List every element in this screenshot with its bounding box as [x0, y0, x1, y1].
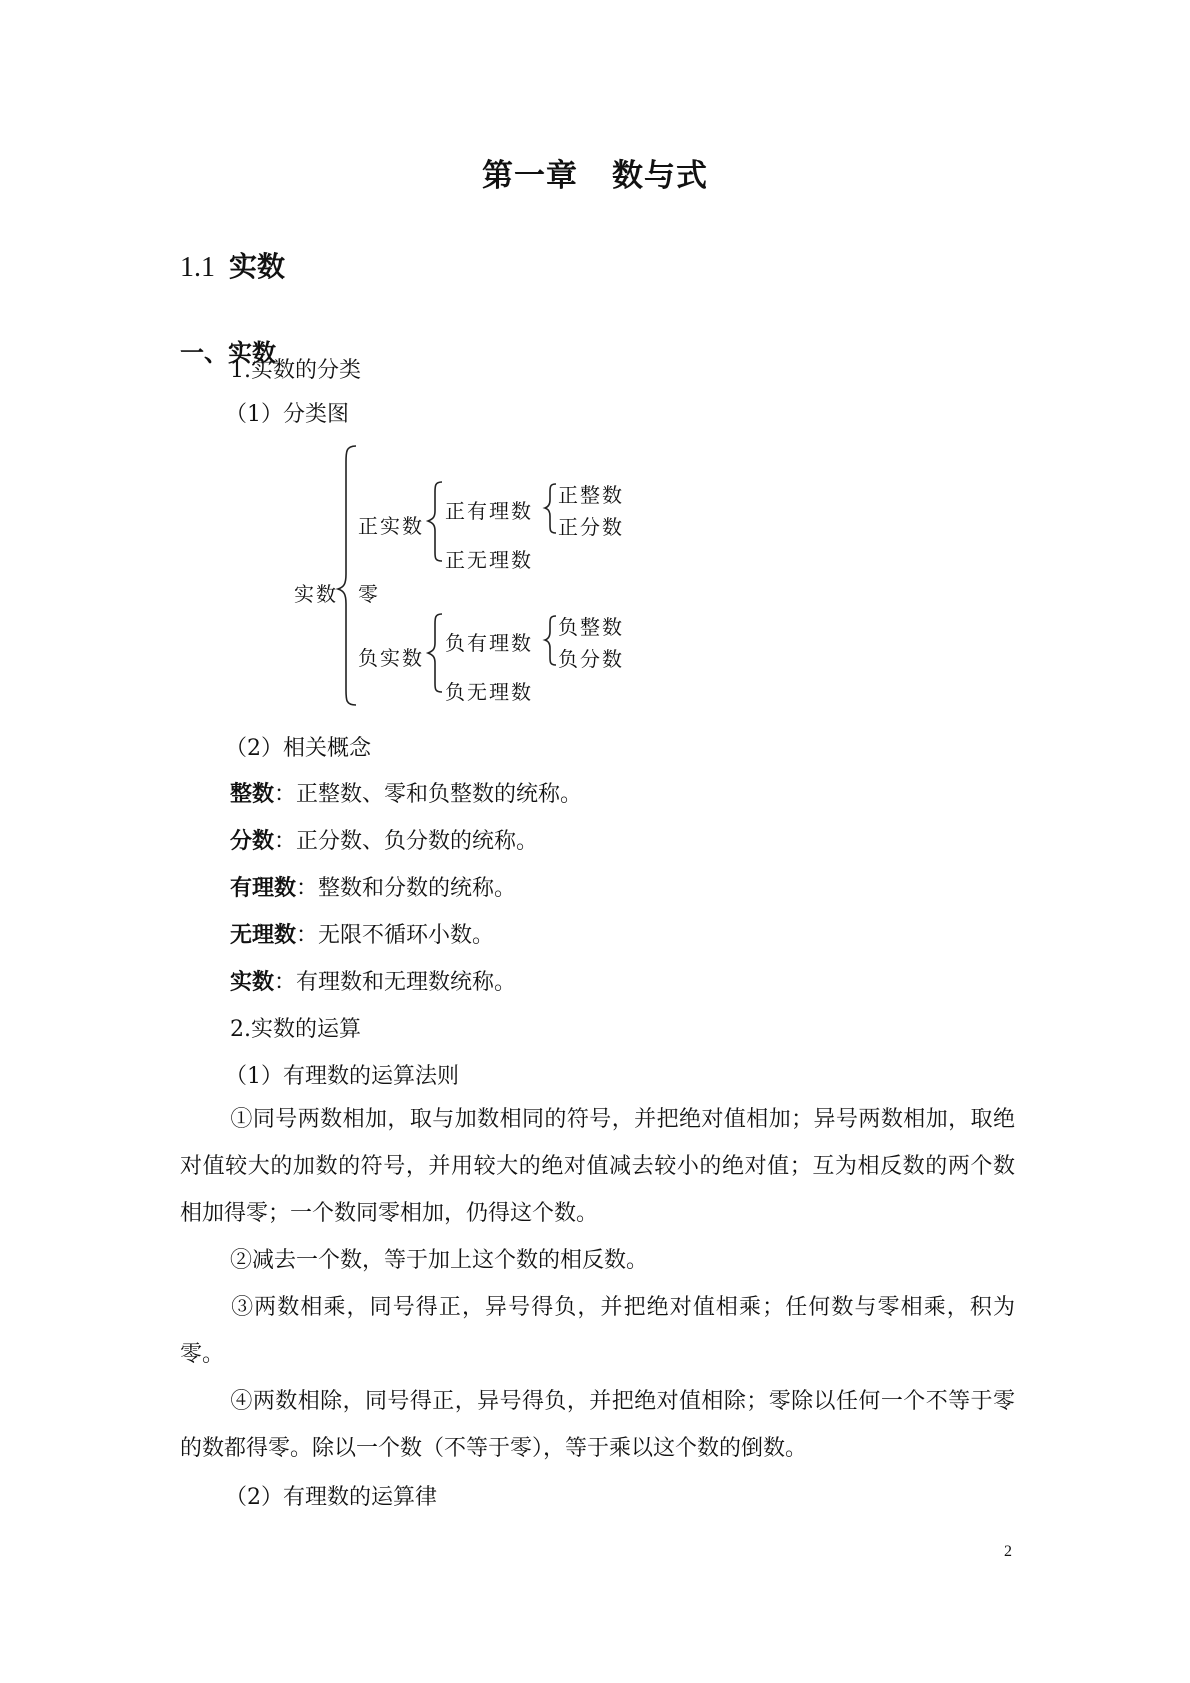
concept-rational: [230, 871, 516, 902]
concept-term: 实数: [230, 969, 275, 995]
concept-definition: ：有理数和无理数统称。: [274, 970, 517, 995]
concept-term: 整数: [230, 781, 275, 807]
diagram-negative-rational: 负有理数: [445, 631, 533, 655]
diagram-negative-irrational: 负无理数: [445, 680, 533, 704]
diagram-positive-fraction: 正分数: [558, 515, 624, 539]
concept-definition: ：正整数、零和负整数的统称。: [274, 782, 583, 807]
rule-addition: [180, 1096, 1015, 1237]
diagram-zero: 零: [358, 582, 380, 606]
concept-term: 有理数: [230, 875, 297, 901]
rule-division: [180, 1378, 1015, 1472]
concept-real: [230, 965, 516, 996]
diagram-positive-rational: 正有理数: [445, 499, 533, 523]
concept-definition: ：整数和分数的统称。: [296, 876, 517, 901]
rule-subtraction: [180, 1237, 1015, 1284]
concept-definition: ：无限不循环小数。: [296, 923, 495, 948]
diagram-positive-irrational: 正无理数: [445, 548, 533, 572]
item-classification-diagram: （1）分类图: [225, 402, 349, 427]
diagram-positive-real: 正实数: [358, 514, 424, 538]
rule-text: ①同号两数相加，取与加数相同的符号，并把绝对值相加；异号两数相加，取绝对值较大的加数的符号，并用较大的绝对值减去较小的绝对值；互为相反数的两个数相加得零；一个数同零相加，仍得这个数。: [180, 1107, 1015, 1226]
rule-text: ③两数相乘，同号得正，异号得负，并把绝对值相乘；任何数与零相乘，积为零。: [180, 1295, 1015, 1367]
item-related-concepts: （2）相关概念: [225, 736, 371, 761]
item-operation-laws: （2）有理数的运算律: [225, 1485, 437, 1510]
chapter-number: 第一章: [482, 158, 578, 194]
section-number: 1.1: [180, 252, 215, 283]
concept-integer: [230, 777, 582, 808]
page-number: 2: [1004, 1543, 1012, 1560]
item-operations: 2.实数的运算: [230, 1017, 361, 1042]
part-heading: 一、实数: [180, 338, 276, 367]
item-classification: 1.实数的分类: [230, 358, 361, 383]
section-title: 实数: [229, 250, 286, 283]
diagram-real-number: 实数: [294, 582, 338, 606]
rule-text: ②减去一个数，等于加上这个数的相反数。: [230, 1248, 649, 1273]
concept-fraction: [230, 824, 538, 855]
concept-term: 分数: [230, 828, 275, 854]
item-operation-rules: （1）有理数的运算法则: [225, 1064, 459, 1089]
diagram-negative-fraction: 负分数: [558, 647, 624, 671]
diagram-negative-real: 负实数: [358, 646, 424, 670]
chapter-name: 数与式: [612, 158, 708, 194]
concept-definition: ：正分数、负分数的统称。: [274, 829, 539, 854]
diagram-positive-integer: 正整数: [558, 483, 624, 507]
diagram-negative-integer: 负整数: [558, 615, 624, 639]
concept-irrational: [230, 918, 494, 949]
rule-multiplication: [180, 1284, 1015, 1378]
concept-term: 无理数: [230, 922, 297, 948]
rule-text: ④两数相除，同号得正，异号得负，并把绝对值相除；零除以任何一个不等于零的数都得零。除以一个数（不等于零），等于乘以这个数的倒数。: [180, 1389, 1015, 1461]
